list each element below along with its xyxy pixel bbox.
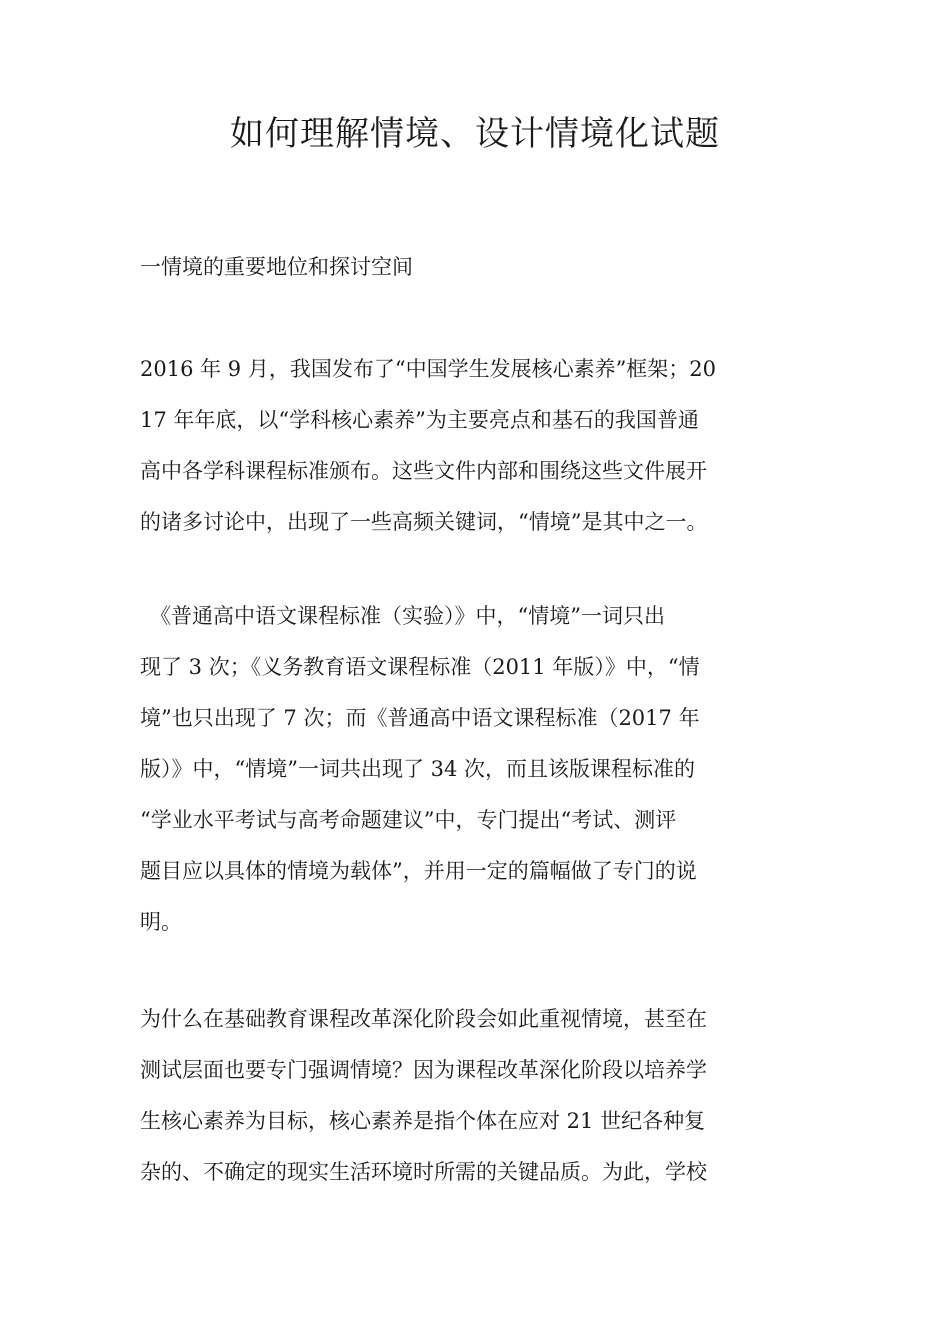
paragraph-line: 《普通高中语文课程标准（实验）》中，“情境”一词只出 [150,604,665,628]
paragraph-2 [140,591,812,948]
paragraph-line: 高中各学科课程标准颁布。这些文件内部和围绕这些文件展开 [140,459,707,483]
section-heading: 一情境的重要地位和探讨空间 [140,255,413,279]
paragraph-line: 版）》中，“情境”一词共出现了 34 次，而且该版课程标准的 [140,757,696,781]
paragraph-line: 测试层面也要专门强调情境？因为课程改革深化阶段以培养学 [140,1058,707,1082]
paragraph-line: “学业水平考试与高考命题建议”中，专门提出“考试、测评 [140,808,677,832]
paragraph-line: 明。 [140,910,182,934]
paragraph-line: 17 年年底，以“学科核心素养”为主要亮点和基石的我国普通 [140,408,699,432]
paragraph-1 [140,344,812,548]
paragraph-line: 的诸多讨论中，出现了一些高频关键词，“情境”是其中之一。 [140,510,708,534]
paragraph-line: 题目应以具体的情境为载体”，并用一定的篇幅做了专门的说 [140,859,697,883]
paragraph-line: 2016 年 9 月，我国发布了“中国学生发展核心素养”框架；20 [140,357,717,381]
paragraph-line: 现了 3 次；《义务教育语文课程标准（2011 年版）》中，“情 [140,655,700,679]
paragraph-line: 杂的、不确定的现实生活环境时所需的关键品质。为此，学校 [140,1160,707,1184]
paragraph-3 [140,994,812,1198]
paragraph-line: 生核心素养为目标，核心素养是指个体在应对 21 世纪各种复 [140,1109,706,1133]
document-title: 如何理解情境、设计情境化试题 [230,114,720,154]
paragraph-line: 境”也只出现了 7 次；而《普通高中语文课程标准（2017 年 [140,706,700,730]
paragraph-line: 为什么在基础教育课程改革深化阶段会如此重视情境，甚至在 [140,1007,707,1031]
